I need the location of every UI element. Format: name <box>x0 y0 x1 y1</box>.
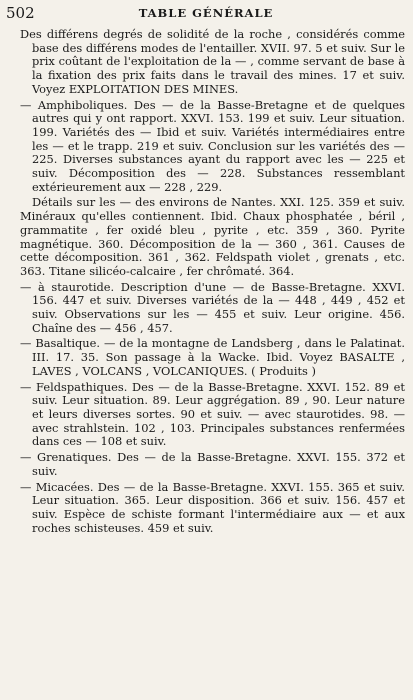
index-entry: — à staurotide. Description d'une — de Basse-Bretagne. XXVI. 156. 447 et suiv. Diverses variétés de la — 448 , 449 , 452 et suiv. Observations sur les — 455 et suiv. Leur origine. 456. Chaîne des — 456 , 457. <box>20 279 405 335</box>
index-entry: — Grenatiques. Des — de la Basse-Bretagne. XXVI. 155. 372 et suiv. <box>20 450 405 478</box>
index-entry: Détails sur les — des environs de Nantes. XXI. 125. 359 et suiv. Minéraux qu'elles contiennent. Ibid. Chaux phosphatée , béril , grammatite , fer oxidé bleu , pyrite , etc. 359 , 360. Pyrite magnétique. 360. Décomposition de la — 360 , 361. Causes de cette décomposition. 361 , 362. Feldspath violet , grenats , etc. 363. Titane silicéo-calcaire , fer chrômaté. 364. <box>20 195 405 278</box>
page-header <box>6 4 406 24</box>
index-entry: — Micacées. Des — de la Basse-Bretagne. XXVI. 155. 365 et suiv. Leur situation. 365. Leur disposition. 366 et suiv. 156. 457 et suiv. Espèce de schiste formant l'intermédiaire aux — et aux roches schisteuses. 459 et suiv. <box>20 479 405 535</box>
index-entry: — Amphiboliques. Des — de la Basse-Bretagne et de quelques autres qui y ont rapport. XXVI. 153. 199 et suiv. Leur situation. 199. Variétés des — Ibid et suiv. Variétés intermédiaires entre les — et le trapp. 219 et suiv. Conclusion sur les variétés des — 225. Diverses substances ayant du rapport avec les — 225 et suiv. Décomposition des — 228. Substances ressemblant extérieurement aux — 228 , 229. <box>20 97 405 194</box>
index-entry: Des différens degrés de solidité de la roche , considérés comme base des différens modes de l'entailler. XVII. 97. 5 et suiv. Sur le prix coûtant de l'exploitation de la — , comme servant de base à la fixation des prix faits dans le travail des mines. 17 et suiv. Voyez EXPLOITATION DES MINES. <box>20 27 405 96</box>
index-entry: — Basaltique. — de la montagne de Landsberg , dans le Palatinat. III. 17. 35. Son passage à la Wacke. Ibid. Voyez BASALTE , LAVES , VOLCANS , VOLCANIQUES. ( Produits ) <box>20 336 405 378</box>
index-entry: — Feldspathiques. Des — de la Basse-Bretagne. XXVI. 152. 89 et suiv. Leur situation. 89. Leur aggrégation. 89 , 90. Leur nature et leurs diverses sortes. 90 et suiv. — avec staurotides. 98. — avec strahlstein. 102 , 103. Principales substances renfermées dans ces — 108 et suiv. <box>20 379 405 449</box>
running-title: TABLE GÉNÉRALE <box>138 6 274 20</box>
page-number: 502 <box>6 4 35 22</box>
index-body <box>20 28 405 537</box>
